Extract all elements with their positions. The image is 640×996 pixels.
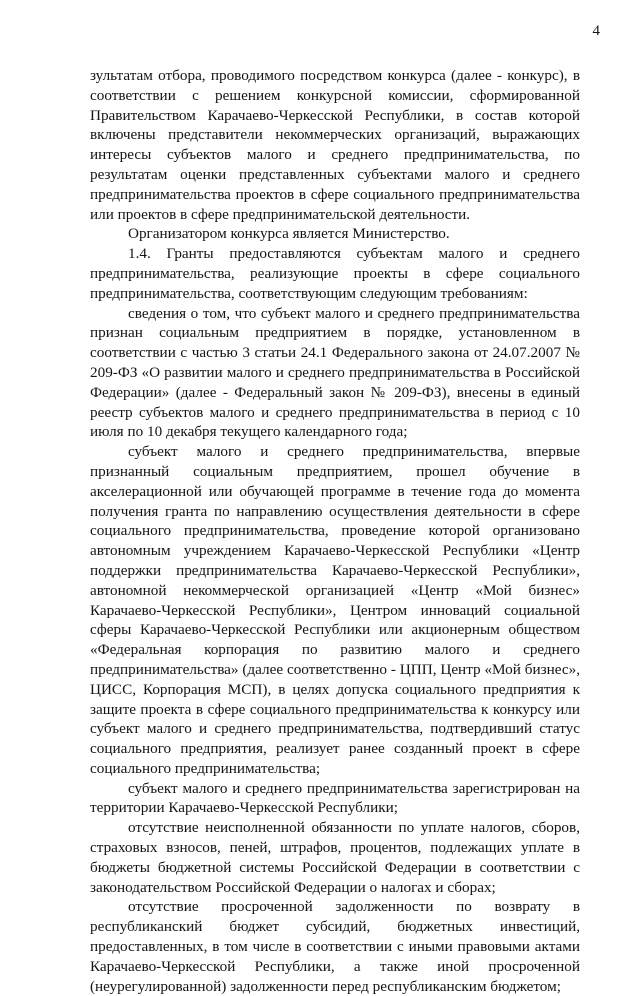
page-number: 4 (592, 23, 600, 39)
requirement-no-overdue-budget-debt: отсутствие просроченной задолженности по возврату в республиканский бюджет субсидий, бюджетных инвестиций, предоставленных, в том числе в соответствии с иными правовыми актами Карачаево-Черкесской Республики, а также иной просроченной (неурегулированной) задолженности перед республиканским бюджетом; (90, 898, 580, 995)
paragraph-organizer: Организатором конкурса является Министерство. (128, 225, 450, 243)
document-body (90, 66, 580, 996)
paragraph-clause-1-4: 1.4. Гранты предоставляются субъектам малого и среднего предпринимательства, реализующие проекты в сфере социального предпринимательства, соответствующим следующим требованиям: (90, 245, 580, 302)
requirement-no-tax-debt: отсутствие неисполненной обязанности по уплате налогов, сборов, страховых взносов, пеней, штрафов, процентов, подлежащих уплате в бюджеты бюджетной системы Российской Федерации в соответствии с законодательством Российской Федерации о налогах и сборах; (90, 819, 580, 896)
paragraph-continuation: зультатам отбора, проводимого посредством конкурса (далее - конкурс), в соответствии с решением конкурсной комиссии, сформированной Правительством Карачаево-Черкесской Республики, в состав которой включены представители некоммерческих организаций, выражающих интересы субъектов малого и среднего предпринимательства, по результатам оценки представленных субъектами малого и среднего предпринимательства проектов в сфере социального предпринимательства или проектов в сфере предпринимательской деятельности. (90, 67, 580, 223)
requirement-registration-territory: субъект малого и среднего предпринимательства зарегистрирован на территории Карачаево-Черкесской Республики; (90, 779, 580, 817)
requirement-social-enterprise-registry: сведения о том, что субъект малого и среднего предпринимательства признан социальным предприятием в порядке, установленном в соответствии с частью 3 статьи 24.1 Федерального закона от 24.07.2007 № 209-ФЗ «О развитии малого и среднего предпринимательства в Российской Федерации» (далее - Федеральный закон № 209-ФЗ), внесены в единый реестр субъектов малого и среднего предпринимательства в период с 10 июля по 10 декабря текущего календарного года; (90, 304, 580, 441)
requirement-acceleration-training: субъект малого и среднего предпринимательства, впервые признанный социальным предприятием, прошел обучение в акселерационной или обучающей программе в течение года до момента получения гранта по направлению осуществления деятельности в сфере социального предпринимательства, проведение которой организовано автономным учреждением Карачаево-Черкесской Республики «Центр поддержки предпринимательства Карачаево-Черкесской Республики», автономной некоммерческой организацией «Центр «Мой бизнес» Карачаево-Черкесской Республики», Центром инноваций социальной сферы Карачаево-Черкесской Республики или акционерным обществом «Федеральная корпорация по развитию малого и среднего предпринимательства» (далее соответственно - ЦПП, Центр «Мой бизнес», ЦИСС, Корпорация МСП), в целях допуска социального предприятия к защите проекта в сфере социального предпринимательства к конкурсу или субъект малого и среднего предпринимательства, подтвердивший статус социального предприятия, реализует ранее созданный проект в сфере социального предпринимательства; (90, 443, 580, 777)
